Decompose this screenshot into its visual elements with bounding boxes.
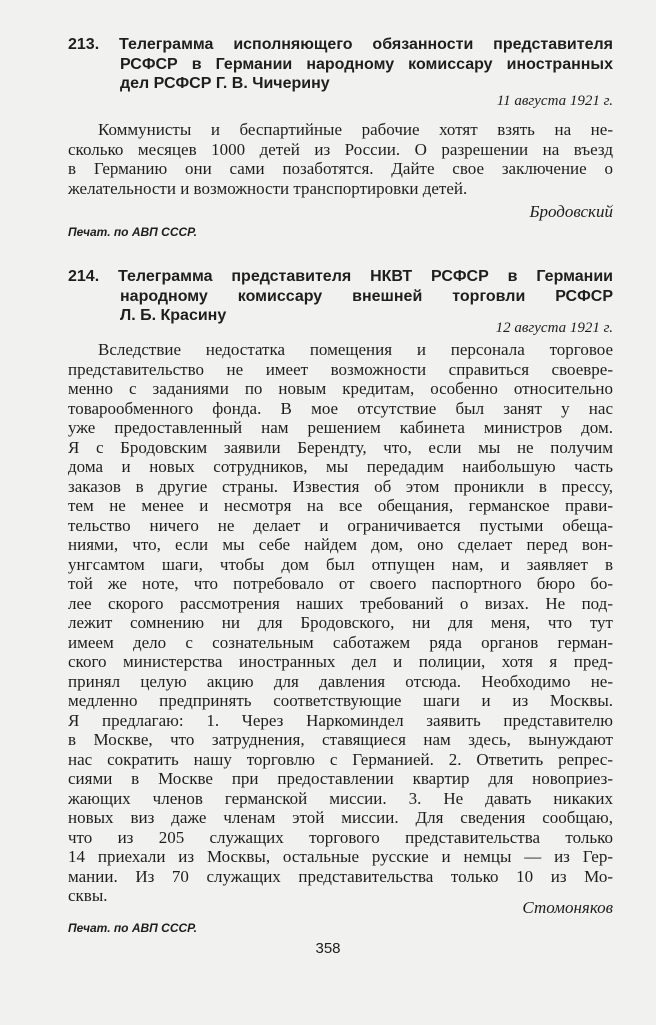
body-line: унгсамтом шаги, чтобы дом был отпущен нам, и заявляет в — [68, 554, 613, 574]
doc-214-body — [68, 340, 613, 906]
body-line: сиями в Москве при предоставлении квартир для новоприез- — [68, 769, 613, 788]
body-line: тельство ничего не делает и ограничивается пустыми обеща- — [68, 515, 613, 535]
body-line: медленно предпринять соответствующие шаги и из Москвы. — [68, 691, 613, 710]
body-line: Я с Бродовским заявили Берендту, что, если мы не получим — [68, 437, 613, 457]
body-line: Я предлагаю: 1. Через Наркоминдел заявить представителю — [68, 710, 613, 730]
doc-213-heading — [68, 35, 613, 94]
body-line: в Москве, что затруднения, ставящиеся нам здесь, вынуждают — [68, 730, 613, 749]
body-line: новых виз даже членам этой миссии. Для сведения сообщаю, — [68, 808, 613, 827]
body-line: той же ноте, что потребовало от своего паспортного бюро бо- — [68, 574, 613, 593]
doc-214-source: Печат. по АВП СССР. — [68, 921, 197, 935]
heading-line — [68, 267, 613, 287]
heading-line: Л. Б. Красину — [120, 307, 227, 324]
body-line: ниями, что, если мы себе найдем дом, оно сделает перед вон- — [68, 535, 613, 554]
heading-text: Телеграмма исполняющего обязанности представителя — [119, 36, 613, 53]
doc-213-body — [68, 120, 613, 198]
doc-214-heading — [68, 267, 613, 326]
doc-214-signature: Стомоняков — [522, 898, 613, 917]
heading-line: РСФСР в Германии народному комиссару иностранных — [120, 55, 613, 73]
body-line: заказов в другие страны. Известия об этом проникли в прессу, — [68, 476, 613, 496]
body-line: тем не менее и несмотря на все обещания, германское прави- — [68, 496, 613, 515]
body-line: 14 приехали из Москвы, остальные русские и немцы — из Гер- — [68, 847, 613, 866]
doc-number: 214. — [68, 268, 100, 285]
body-line: сколько месяцев 1000 детей из России. О разрешении на въезд — [68, 139, 613, 159]
body-line: менно с заданиями по новым кредитам, особенно относительно — [68, 379, 613, 398]
body-line: товарообменного фонда. В мое отсутствие был занят у нас — [68, 398, 613, 418]
doc-213-signature: Бродовский — [529, 202, 613, 221]
body-line: лее скорого рассмотрения наших требований о визах. Не под- — [68, 593, 613, 613]
body-line: нас сократить нашу торговлю с Германией. 2. Ответить репрес- — [68, 749, 613, 769]
page-number: 358 — [315, 940, 341, 957]
doc-number: 213. — [68, 36, 100, 53]
body-line: Коммунисты и беспартийные рабочие хотят взять на не- — [98, 120, 613, 139]
body-line: жающих членов германской миссии. 3. Не давать никаких — [68, 788, 613, 808]
body-line: ского министерства иностранных дел и полиции, хотя я пред- — [68, 652, 613, 671]
doc-213-date: 11 августа 1921 г. — [496, 93, 613, 109]
body-line: сквы. — [68, 886, 108, 905]
body-line: имеем дело с сознательным саботажем ряда органов герман- — [68, 632, 613, 652]
body-line: мании. Из 70 служащих представительства только 10 из Мо- — [68, 866, 613, 886]
body-line: что из 205 служащих торгового представительства только — [68, 827, 613, 847]
doc-214-date: 12 августа 1921 г. — [495, 320, 613, 336]
body-line: принял целую акцию для давления отсюда. Необходимо не- — [68, 671, 613, 691]
body-line: представительство не имеет возможности справиться своевре- — [68, 359, 613, 379]
body-line: желательности и возможности транспортировки детей. — [68, 178, 468, 198]
heading-line — [68, 35, 613, 55]
body-line: Вследствие недостатка помещения и персонала торговое — [98, 340, 613, 359]
heading-line: народному комиссару внешней торговли РСФСР — [120, 287, 613, 305]
body-line: уже предоставленный нам решением кабинета министров дом. — [68, 418, 613, 437]
heading-text: Телеграмма представителя НКВТ РСФСР в Германии — [118, 268, 613, 285]
body-line: лежит сомнению ни для Бродовского, ни для меня, что тут — [68, 613, 613, 632]
heading-line: дел РСФСР Г. В. Чичерину — [120, 75, 330, 92]
body-line: в Германию они сами позаботятся. Дайте свое заключение о — [68, 159, 613, 178]
body-line: дома и новых сотрудников, мы передадим наибольшую часть — [68, 457, 613, 476]
doc-213-source: Печат. по АВП СССР. — [68, 225, 197, 239]
